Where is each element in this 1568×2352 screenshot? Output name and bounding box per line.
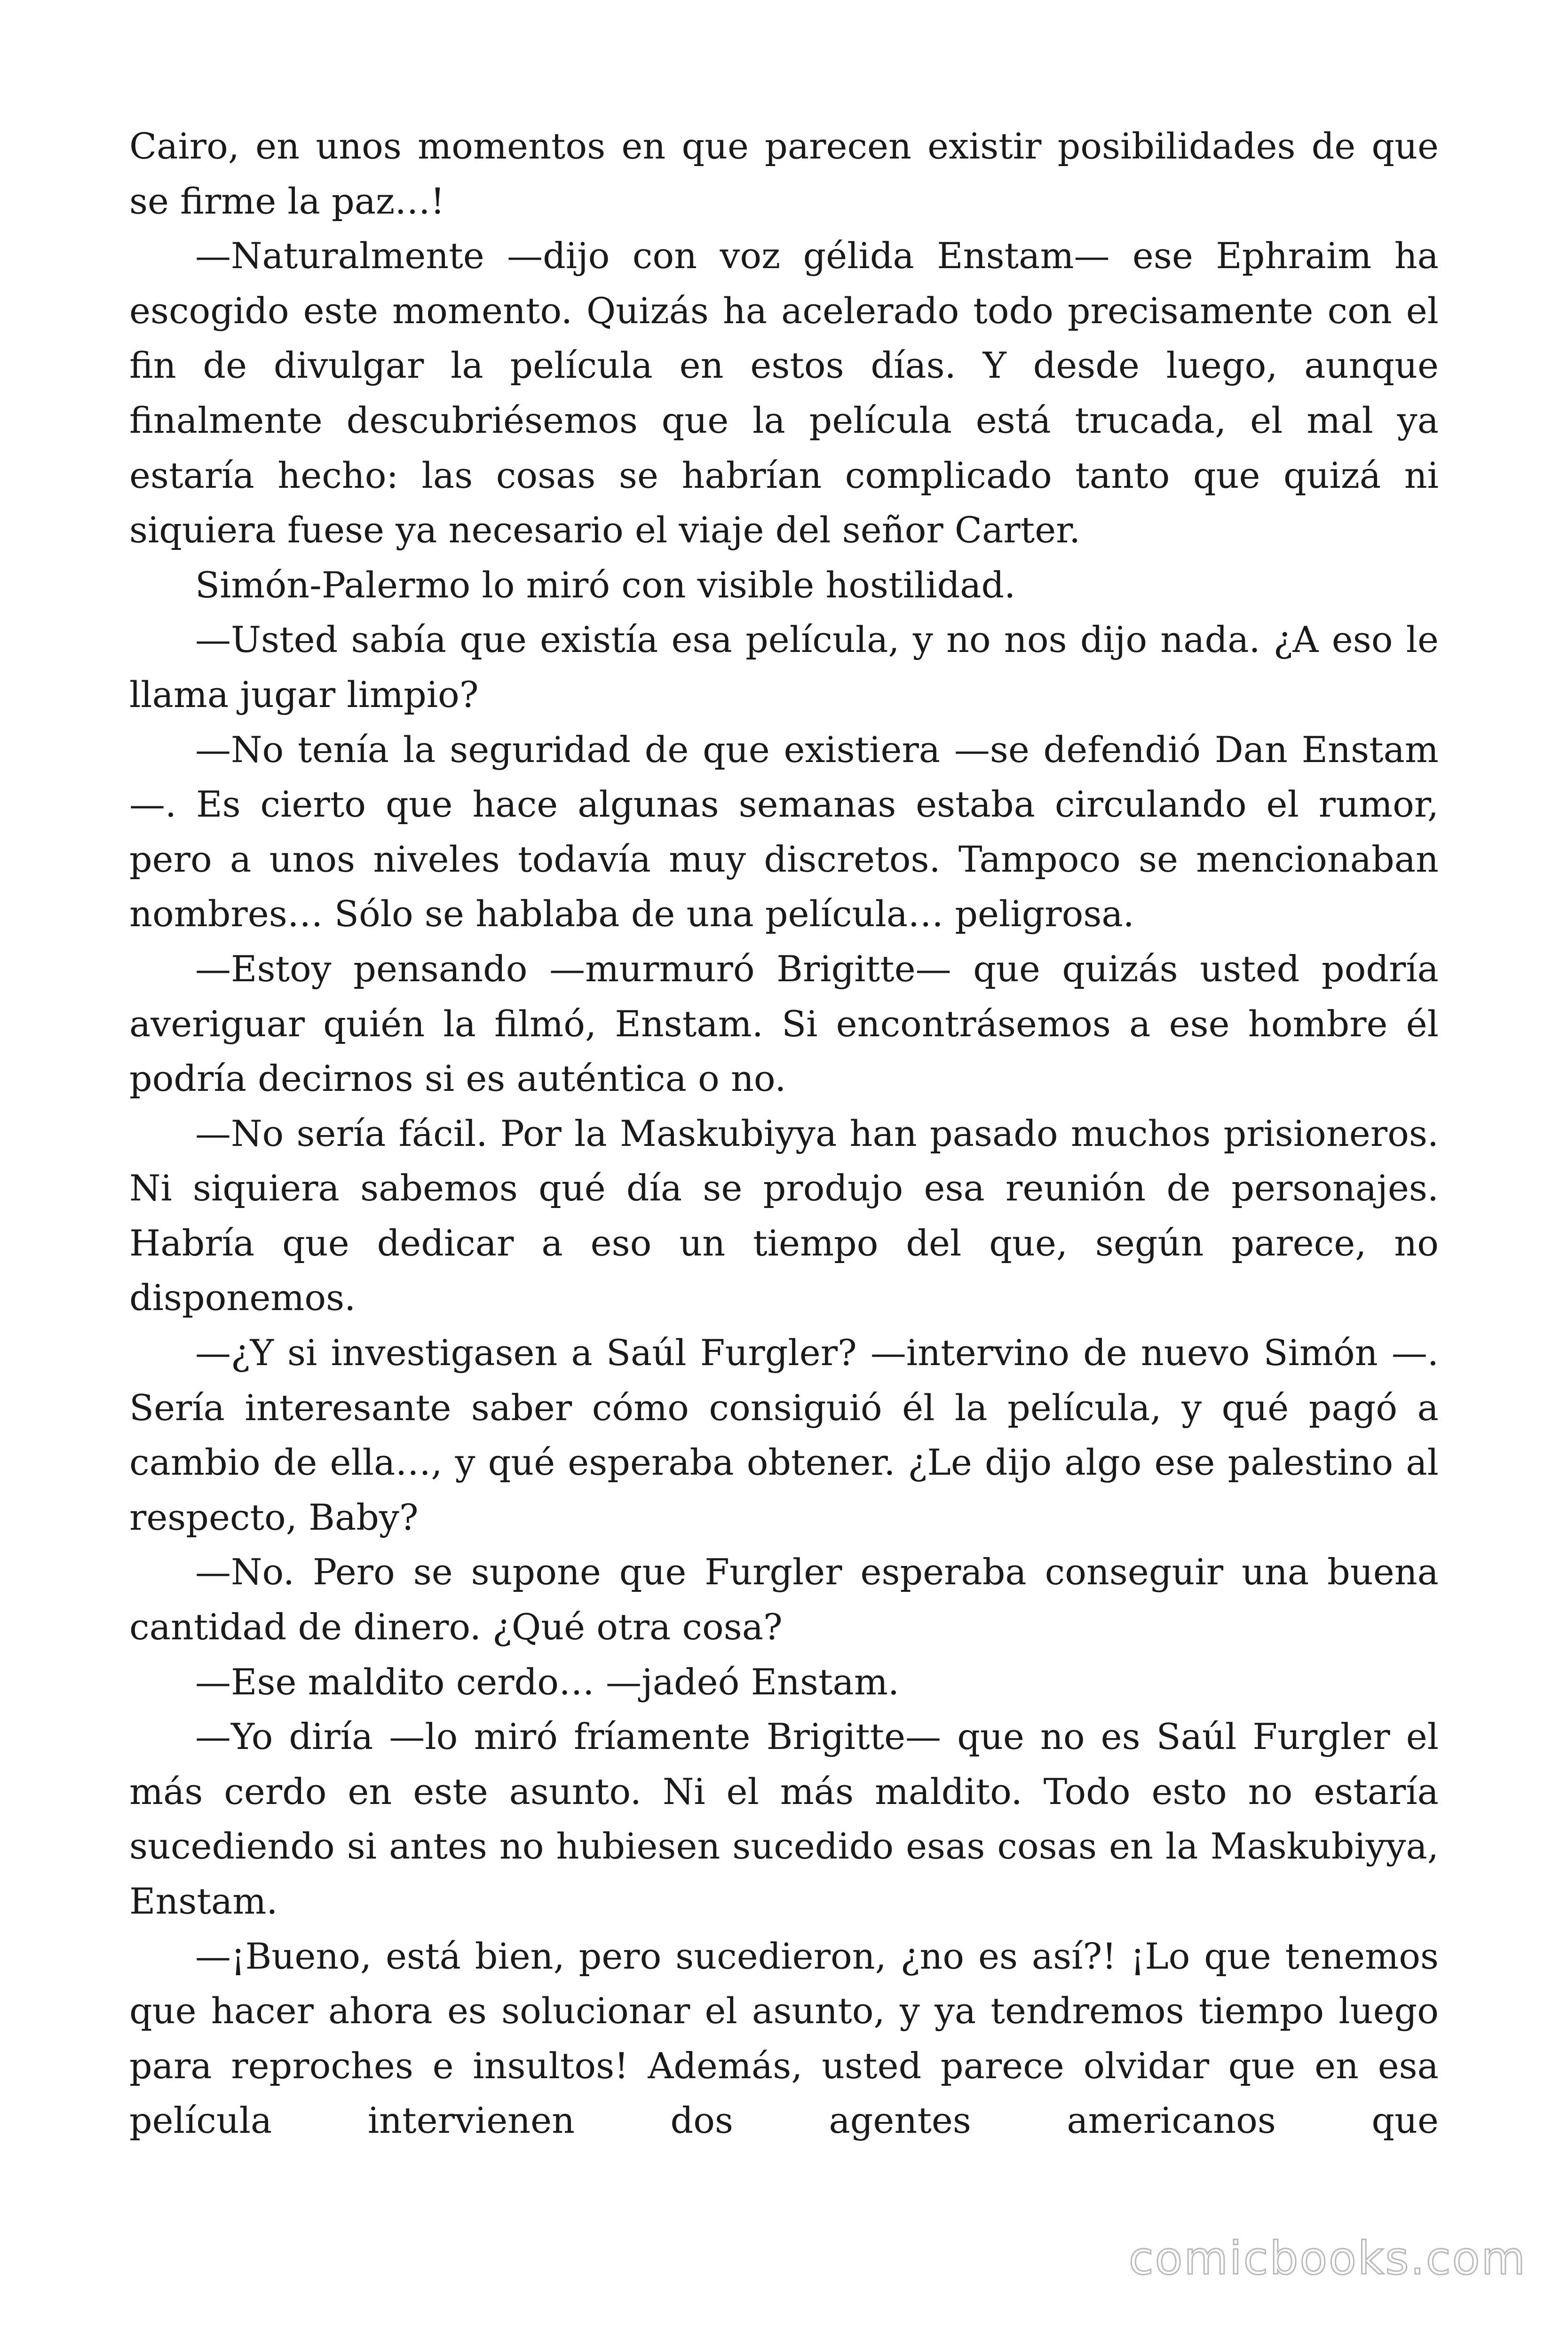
paragraph: —No sería fácil. Por la Maskubiyya han pasado muchos prisioneros. Ni siquiera sabemos qué día se produjo esa reunión de personajes. Habría que dedicar a eso un tiempo del que, según parece, no disponemos. <box>129 1112 1439 1319</box>
paragraph: —Usted sabía que existía esa película, y no nos dijo nada. ¿A eso le llama jugar limpio? <box>129 619 1439 715</box>
paragraph: —Yo diría —lo miró fríamente Brigitte— que no es Saúl Furgler el más cerdo en este asunto. Ni el más maldito. Todo esto no estaría sucediendo si antes no hubiesen sucedido esas cosas en la Maskubiyya, Enstam. <box>129 1716 1439 1922</box>
paragraph: Simón-Palermo lo miró con visible hostilidad. <box>195 564 1016 606</box>
paragraph: Cairo, en unos momentos en que parecen existir posibilidades de que se firme la paz…! <box>129 125 1439 222</box>
paragraph: —¡Bueno, está bien, pero sucedieron, ¿no es así?! ¡Lo que tenemos que hacer ahora es solucionar el asunto, y ya tendremos tiempo luego para reproches e insultos! Además, usted parece olvidar que en esa película intervienen dos agentes americanos que <box>129 1935 1439 2142</box>
paragraph: —Estoy pensando —murmuró Brigitte— que quizás usted podría averiguar quién la filmó, Enstam. Si encontrásemos a ese hombre él podría decirnos si es auténtica o no. <box>129 947 1439 1100</box>
paragraph: —¿Y si investigasen a Saúl Furgler? —intervino de nuevo Simón —. Sería interesante saber cómo consiguió él la película, y qué pagó a cambio de ella…, y qué esperaba obtener. ¿Le dijo algo ese palestino al respecto, Baby? <box>129 1332 1439 1538</box>
paragraph: —Naturalmente —dijo con voz gélida Enstam— ese Ephraim ha escogido este momento. Quizás ha acelerado todo precisamente con el fin de divulgar la película en estos días. Y desde luego, aunque finalmente descubriésemos que la película está trucada, el mal ya estaría hecho: las cosas se habrían complicado tanto que quizá ni siquiera fuese ya necesario el viaje del señor Carter. <box>129 235 1439 551</box>
body-text <box>129 119 1439 2148</box>
paragraph: —Ese maldito cerdo… —jadeó Enstam. <box>195 1661 900 1703</box>
paragraph: —No. Pero se supone que Furgler esperaba conseguir una buena cantidad de dinero. ¿Qué otra cosa? <box>129 1551 1439 1648</box>
watermark: comicbooks.com <box>1129 2232 1527 2285</box>
paragraph: —No tenía la seguridad de que existiera —se defendió Dan Enstam—. Es cierto que hace algunas semanas estaba circulando el rumor, pero a unos niveles todavía muy discretos. Tampoco se mencionaban nombres… Sólo se hablaba de una película… peligrosa. <box>129 728 1439 935</box>
